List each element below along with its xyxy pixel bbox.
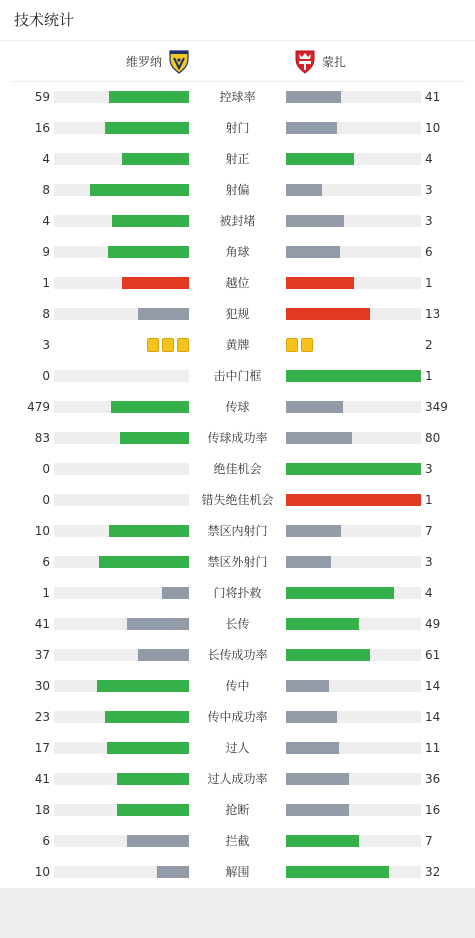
home-stat-value: 3 [42, 338, 50, 352]
stat-row [0, 552, 475, 572]
away-stat-bar [286, 432, 421, 444]
away-stat-bar-fill [286, 494, 421, 506]
stat-row [0, 676, 475, 696]
stat-row [0, 118, 475, 138]
stat-row [0, 862, 475, 882]
away-stat-value: 61 [425, 648, 441, 662]
away-stat-bar-fill [286, 587, 394, 599]
home-stat-value: 9 [42, 245, 50, 259]
away-stat-bar [286, 773, 421, 785]
stat-label: 控球率 [219, 90, 256, 104]
away-stat-value: 3 [425, 462, 433, 476]
stat-label: 射偏 [225, 183, 250, 197]
home-stat-value: 16 [34, 121, 50, 135]
home-stat-value: 8 [42, 307, 50, 321]
home-stat-bar-fill [90, 184, 189, 196]
stat-label: 传球 [225, 400, 250, 414]
home-stat-bar [54, 866, 189, 878]
home-stat-value: 10 [34, 524, 50, 538]
yellow-card-icon [177, 338, 189, 352]
home-stat-value: 30 [34, 679, 50, 693]
away-stat-bar-fill [286, 308, 370, 320]
away-team-name: 蒙扎 [322, 54, 347, 69]
away-stat-bar [286, 463, 421, 475]
home-stat-value: 59 [34, 90, 50, 104]
away-stat-bar-fill [286, 153, 354, 165]
stat-row [0, 397, 475, 417]
home-stat-bar [54, 277, 189, 289]
home-stat-value: 0 [42, 462, 50, 476]
home-stat-bar [54, 432, 189, 444]
away-stat-value: 3 [425, 555, 433, 569]
away-stat-bar [286, 401, 421, 413]
away-stat-bar [286, 804, 421, 816]
away-stat-bar [286, 866, 421, 878]
away-stat-value: 1 [425, 493, 433, 507]
away-stat-value: 4 [425, 152, 433, 166]
home-stat-value: 41 [34, 617, 50, 631]
home-stat-bar [54, 308, 189, 320]
away-stat-value: 49 [425, 617, 441, 631]
home-stat-bar [54, 153, 189, 165]
home-stat-bar-fill [117, 773, 189, 785]
away-stat-bar-fill [286, 649, 370, 661]
stat-row [0, 490, 475, 510]
away-stat-value: 10 [425, 121, 441, 135]
away-stat-bar-fill [286, 246, 340, 258]
home-stat-bar [54, 91, 189, 103]
away-stat-bar [286, 91, 421, 103]
away-stat-value: 16 [425, 803, 441, 817]
away-stat-bar-fill [286, 184, 322, 196]
home-stat-bar-fill [109, 525, 189, 537]
stat-row [0, 800, 475, 820]
away-stat-bar-fill [286, 91, 341, 103]
home-stat-value: 17 [34, 741, 50, 755]
home-stat-value: 4 [42, 152, 50, 166]
home-stat-bar-fill [105, 122, 189, 134]
stat-label: 绝佳机会 [213, 462, 262, 476]
stat-row [0, 459, 475, 479]
home-stat-value: 37 [34, 648, 50, 662]
home-stat-bar [54, 401, 189, 413]
stat-label: 禁区内射门 [207, 524, 268, 538]
away-stat-bar-fill [286, 773, 349, 785]
home-stat-bar-fill [111, 401, 189, 413]
home-stat-bar [54, 835, 189, 847]
stat-label: 长传成功率 [207, 648, 268, 662]
stat-label: 错失绝佳机会 [201, 493, 274, 507]
away-stat-bar [286, 587, 421, 599]
stat-label: 解围 [225, 865, 250, 879]
stat-label: 拦截 [225, 834, 250, 848]
stat-label: 射门 [225, 121, 250, 135]
stat-row [0, 583, 475, 603]
stat-row [0, 366, 475, 386]
home-stat-bar-fill [112, 215, 189, 227]
away-stat-value: 3 [425, 214, 433, 228]
stat-row [0, 304, 475, 324]
home-stat-bar [54, 618, 189, 630]
away-stat-bar-fill [286, 215, 344, 227]
away-stat-bar [286, 835, 421, 847]
away-stat-value: 7 [425, 834, 433, 848]
stat-row [0, 521, 475, 541]
yellow-card-icon [301, 338, 313, 352]
yellow-card-icon [162, 338, 174, 352]
home-stat-bar [54, 463, 189, 475]
yellow-card-icon [147, 338, 159, 352]
stat-row [0, 273, 475, 293]
home-stat-bar [54, 649, 189, 661]
home-stat-value: 18 [34, 803, 50, 817]
away-stat-bar [286, 308, 421, 320]
away-stat-bar [286, 246, 421, 258]
stat-label: 射正 [225, 152, 250, 166]
away-stat-bar-fill [286, 711, 337, 723]
home-stat-bar-fill [122, 153, 190, 165]
home-stat-bar-fill [97, 680, 189, 692]
header-divider [10, 81, 465, 82]
home-stat-bar-fill [138, 649, 189, 661]
away-stat-bar [286, 184, 421, 196]
away-stat-bar [286, 494, 421, 506]
away-stat-bar [286, 525, 421, 537]
stat-row [0, 180, 475, 200]
away-stat-bar [286, 618, 421, 630]
home-stat-value: 10 [34, 865, 50, 879]
stat-row [0, 707, 475, 727]
stat-label: 禁区外射门 [207, 555, 268, 569]
home-stat-bar [54, 370, 189, 382]
home-stat-value: 0 [42, 493, 50, 507]
home-stat-bar [54, 494, 189, 506]
home-stat-bar-fill [99, 556, 189, 568]
stat-row [0, 149, 475, 169]
away-stat-bar-fill [286, 370, 421, 382]
home-stat-value: 41 [34, 772, 50, 786]
home-stat-value: 23 [34, 710, 50, 724]
home-stat-value: 1 [42, 276, 50, 290]
away-stat-bar [286, 153, 421, 165]
stat-label: 犯规 [225, 307, 250, 321]
away-stat-value: 3 [425, 183, 433, 197]
away-stat-value: 80 [425, 431, 441, 445]
home-team-name: 维罗纳 [126, 54, 163, 69]
home-stat-bar [54, 587, 189, 599]
home-stat-bar-fill [108, 246, 189, 258]
away-team-crest-icon [294, 48, 316, 74]
away-stat-bar [286, 680, 421, 692]
home-stat-bar-fill [107, 742, 189, 754]
stat-row [0, 769, 475, 789]
home-stat-bar [54, 773, 189, 785]
stat-label: 过人成功率 [207, 772, 268, 786]
away-stat-value: 13 [425, 307, 441, 321]
stat-label: 传中成功率 [207, 710, 268, 724]
home-stat-bar-fill [157, 866, 189, 878]
stat-row [0, 738, 475, 758]
home-yellow-cards [147, 338, 189, 352]
away-stat-bar-fill [286, 866, 389, 878]
stat-row [0, 831, 475, 851]
away-stat-bar [286, 649, 421, 661]
home-stat-bar-fill [127, 618, 189, 630]
home-stat-value: 1 [42, 586, 50, 600]
away-stat-bar [286, 122, 421, 134]
away-stat-bar-fill [286, 556, 331, 568]
away-stat-bar-fill [286, 742, 339, 754]
stat-row [0, 242, 475, 262]
home-stat-value: 8 [42, 183, 50, 197]
stat-label: 过人 [225, 741, 250, 755]
stat-label: 越位 [225, 276, 250, 290]
away-stat-bar [286, 370, 421, 382]
home-stat-bar-fill [117, 804, 189, 816]
home-stat-bar-fill [162, 587, 189, 599]
stat-label: 传中 [225, 679, 250, 693]
away-stat-value: 32 [425, 865, 441, 879]
home-stat-bar-fill [122, 277, 190, 289]
home-stat-value: 83 [34, 431, 50, 445]
away-stat-bar-fill [286, 835, 359, 847]
stat-row [0, 211, 475, 231]
home-team-crest-icon [168, 48, 190, 74]
away-stat-value: 4 [425, 586, 433, 600]
home-stat-bar [54, 711, 189, 723]
home-stat-bar-fill [138, 308, 189, 320]
away-stat-bar [286, 277, 421, 289]
away-stat-value: 11 [425, 741, 441, 755]
away-stat-value: 14 [425, 679, 441, 693]
stat-row [0, 87, 475, 107]
home-stat-bar [54, 184, 189, 196]
away-stat-bar-fill [286, 804, 349, 816]
away-stat-bar-fill [286, 432, 352, 444]
home-stat-bar [54, 122, 189, 134]
away-stat-bar [286, 556, 421, 568]
home-stat-value: 479 [27, 400, 50, 414]
away-stat-value: 1 [425, 369, 433, 383]
away-stat-value: 7 [425, 524, 433, 538]
home-stat-bar-fill [127, 835, 189, 847]
stat-row [0, 614, 475, 634]
away-stat-value: 349 [425, 400, 448, 414]
stat-label: 门将扑救 [213, 586, 262, 600]
away-stat-bar [286, 711, 421, 723]
home-stat-bar [54, 556, 189, 568]
stat-label: 角球 [225, 245, 250, 259]
home-stat-bar [54, 525, 189, 537]
away-stat-bar-fill [286, 680, 329, 692]
away-yellow-cards [286, 338, 313, 352]
home-stat-bar [54, 246, 189, 258]
home-stat-bar-fill [120, 432, 189, 444]
home-stat-bar [54, 680, 189, 692]
away-stat-value: 6 [425, 245, 433, 259]
away-stat-value: 41 [425, 90, 441, 104]
away-stat-bar [286, 742, 421, 754]
stat-row [0, 428, 475, 448]
away-stat-bar-fill [286, 277, 354, 289]
stat-label: 击中门框 [213, 369, 262, 383]
away-stat-bar-fill [286, 525, 341, 537]
home-stat-bar [54, 804, 189, 816]
stat-label: 黄牌 [225, 338, 250, 352]
away-stat-value: 14 [425, 710, 441, 724]
home-stat-bar-fill [105, 711, 189, 723]
home-stat-value: 4 [42, 214, 50, 228]
home-stat-bar-fill [109, 91, 189, 103]
page-title: 技术统计 [14, 11, 75, 29]
away-stat-bar [286, 215, 421, 227]
stat-label: 被封堵 [219, 214, 256, 228]
away-stat-value: 36 [425, 772, 441, 786]
away-team[interactable] [294, 48, 346, 74]
home-stat-bar [54, 742, 189, 754]
home-stat-bar [54, 215, 189, 227]
stat-label: 抢断 [225, 803, 250, 817]
away-stat-bar-fill [286, 463, 421, 475]
stat-label: 传球成功率 [207, 431, 268, 445]
away-stat-value: 2 [425, 338, 433, 352]
yellow-card-icon [286, 338, 298, 352]
title-divider [0, 40, 475, 41]
away-stat-bar-fill [286, 618, 359, 630]
away-stat-bar-fill [286, 401, 343, 413]
stat-label: 长传 [225, 617, 250, 631]
home-team[interactable] [126, 48, 190, 74]
away-stat-bar-fill [286, 122, 337, 134]
home-stat-value: 6 [42, 555, 50, 569]
home-stat-value: 0 [42, 369, 50, 383]
away-stat-value: 1 [425, 276, 433, 290]
stat-row [0, 335, 475, 355]
home-stat-value: 6 [42, 834, 50, 848]
stat-row [0, 645, 475, 665]
